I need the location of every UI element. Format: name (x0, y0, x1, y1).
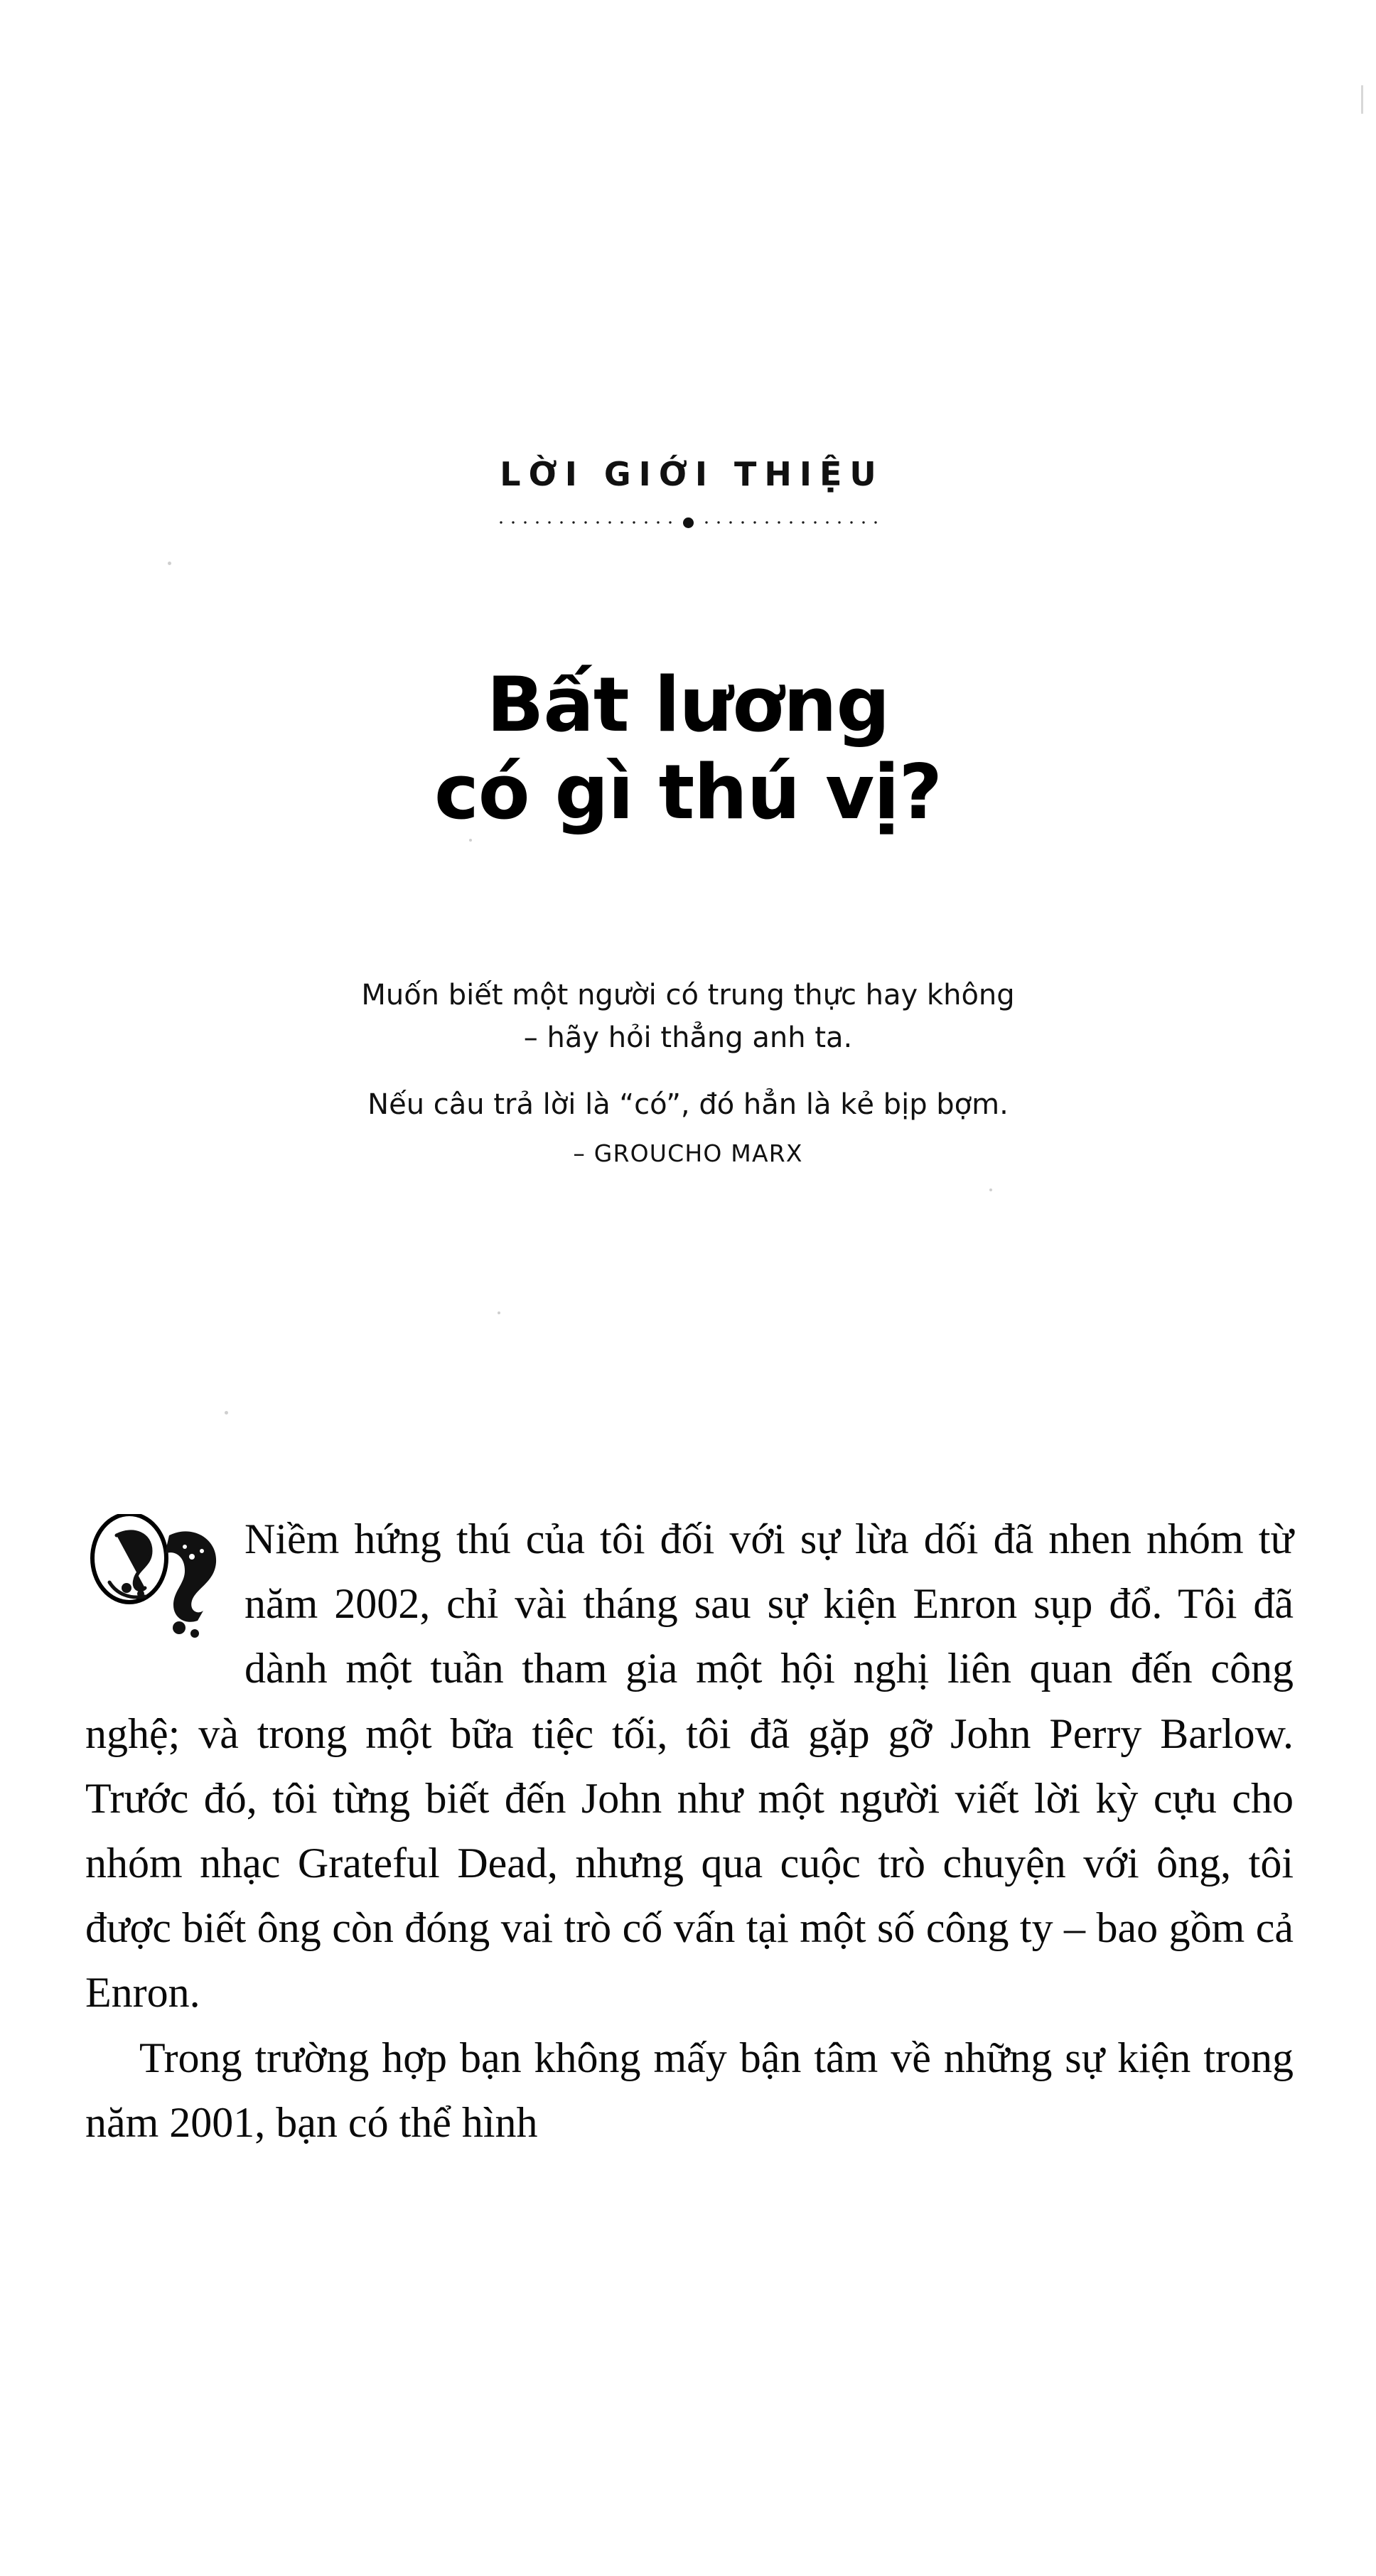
page-edge-mark (1361, 85, 1363, 114)
dotted-rule-left (497, 520, 674, 525)
epigraph-line-1: Muốn biết một người có trung thực hay không (361, 979, 1015, 1011)
scan-speck (989, 1188, 992, 1191)
body-text (85, 1507, 1294, 2155)
scan-speck (168, 562, 171, 565)
page-title-line-2: có gì thú vị? (434, 748, 942, 836)
epigraph-line-2: – hãy hỏi thẳng anh ta. (523, 1021, 853, 1054)
dotted-rule-right (702, 520, 880, 525)
two-talking-heads-icon (85, 1514, 227, 1649)
rule-center-dot (683, 517, 694, 528)
scan-speck (498, 1311, 500, 1314)
epigraph-attribution: – GROUCHO MARX (573, 1139, 803, 1167)
decorative-rule (464, 513, 912, 532)
body-paragraph-1: Niềm hứng thú của tôi đối với sự lừa dối đã nhen nhóm từ năm 2002, chỉ vài tháng sau sự kiện Enron sụp đổ. Tôi đã dành một tuần tham gia một hội nghị liên quan đến công nghệ; và trong một bữa tiệc tối, tôi đã gặp gỡ John Perry Barlow. Trước đó, tôi từng biết đến John như một người viết lời kỳ cựu cho nhóm nhạc Grateful Dead, nhưng qua cuộc trò chuyện với ông, tôi được biết ông còn đóng vai trò cố vấn tại một số công ty – bao gồm cả Enron. (85, 1515, 1294, 2017)
scan-speck (225, 1411, 228, 1415)
chapter-label: LỜI GIỚI THIỆU (500, 455, 884, 493)
body-paragraph-2: Trong trường hợp bạn không mấy bận tâm về những sự kiện trong năm 2001, bạn có thể hình (85, 2034, 1294, 2146)
page-title-line-1: Bất lương (486, 661, 890, 749)
epigraph (269, 974, 1107, 1171)
epigraph-line-3: Nếu câu trả lời là “có”, đó hẳn là kẻ bịp bợm. (367, 1088, 1009, 1121)
scan-speck (469, 839, 472, 842)
page-title (0, 662, 1376, 837)
